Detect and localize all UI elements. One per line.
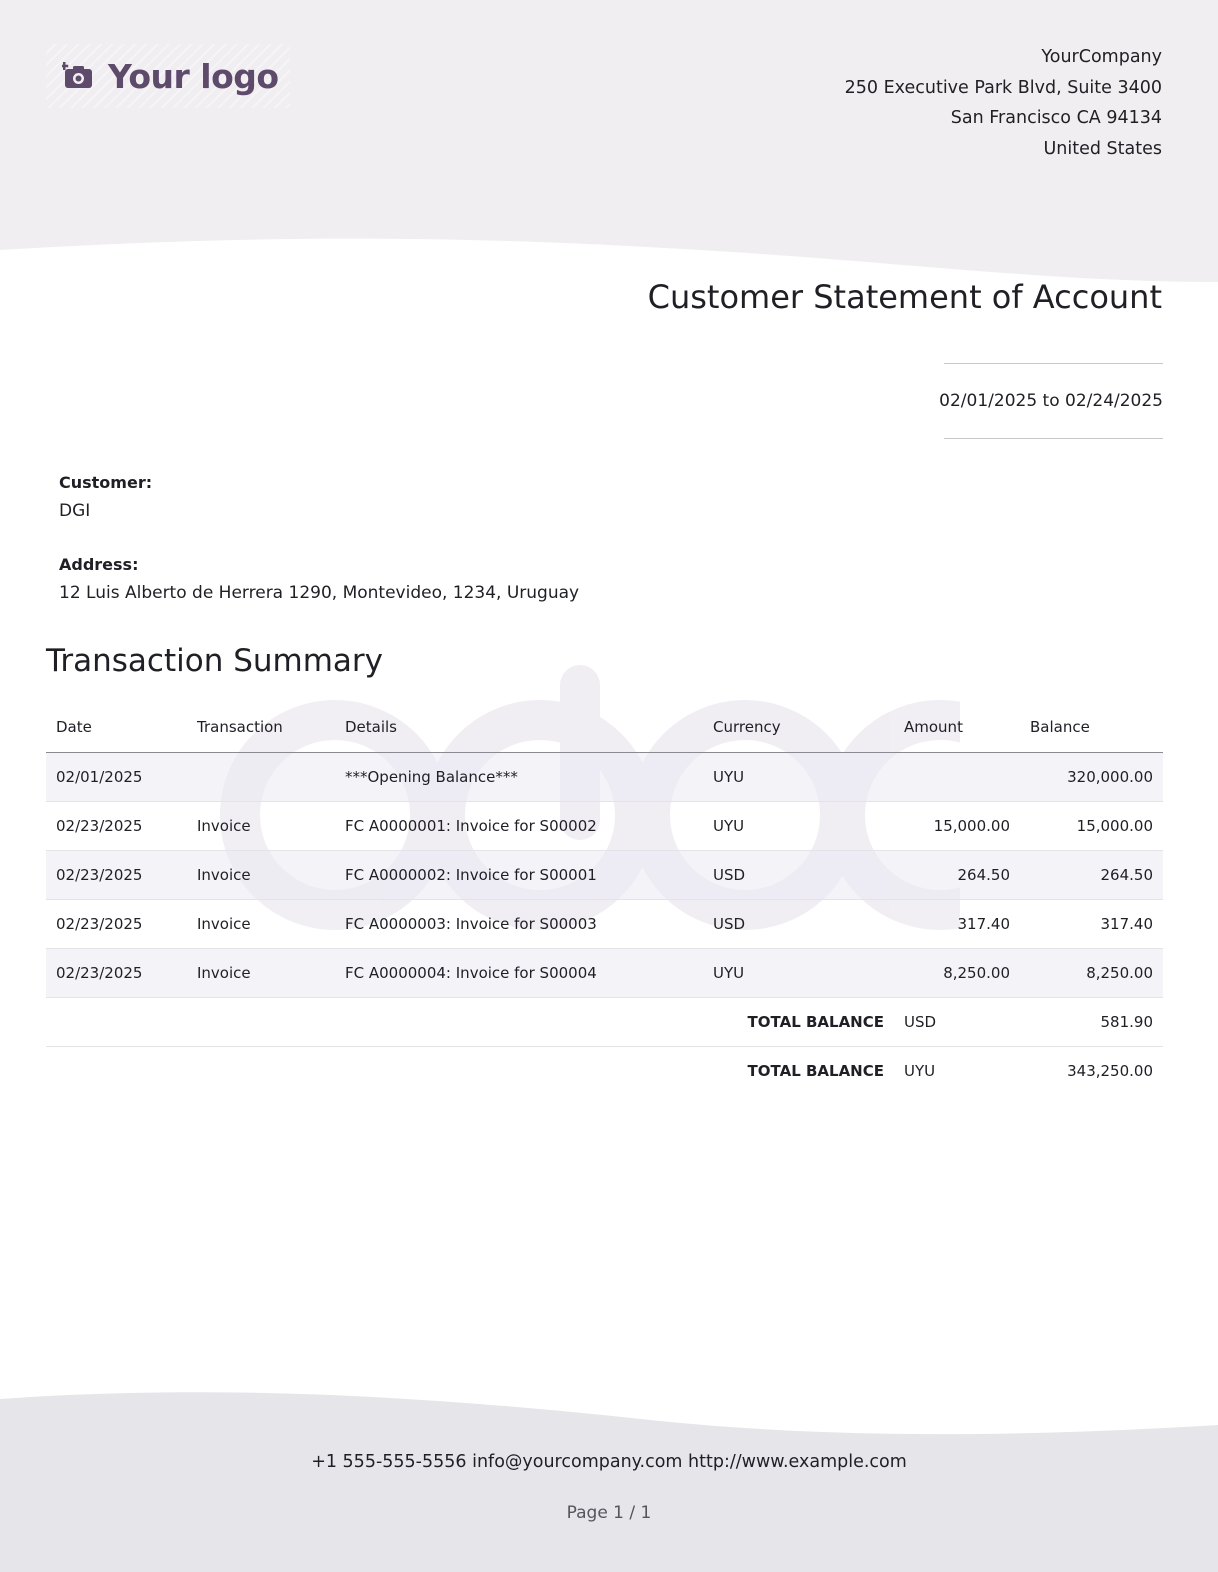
cell-date: 02/23/2025	[46, 851, 187, 900]
statement-period	[939, 363, 1163, 439]
company-city: San Francisco CA 94134	[950, 108, 1162, 128]
cell-date: 02/23/2025	[46, 802, 187, 851]
column-header: Details	[335, 702, 703, 753]
cell-transaction: Invoice	[187, 900, 335, 949]
customer-address-info	[59, 555, 579, 603]
total-spacer	[46, 1047, 703, 1096]
column-header: Transaction	[187, 702, 335, 753]
section-title: Transaction Summary	[46, 643, 384, 679]
cell-amount: 15,000.00	[894, 802, 1020, 851]
table-row	[46, 949, 1163, 998]
table-row	[46, 851, 1163, 900]
cell-currency: UYU	[703, 802, 894, 851]
cell-balance: 320,000.00	[1020, 753, 1163, 802]
cell-date: 02/01/2025	[46, 753, 187, 802]
cell-balance: 15,000.00	[1020, 802, 1163, 851]
total-row	[46, 1047, 1163, 1096]
cell-date: 02/23/2025	[46, 900, 187, 949]
total-currency: USD	[894, 998, 1020, 1047]
document-title: Customer Statement of Account	[647, 278, 1162, 316]
camera-plus-icon	[62, 59, 96, 93]
cell-amount: 264.50	[894, 851, 1020, 900]
column-header: Amount	[894, 702, 1020, 753]
cell-transaction: Invoice	[187, 949, 335, 998]
cell-details: FC A0000001: Invoice for S00002	[335, 802, 703, 851]
table-row	[46, 802, 1163, 851]
transaction-table	[46, 702, 1163, 1095]
cell-amount: 317.40	[894, 900, 1020, 949]
cell-details: ***Opening Balance***	[335, 753, 703, 802]
customer-info	[59, 473, 152, 521]
cell-transaction	[187, 753, 335, 802]
total-currency: UYU	[904, 1062, 936, 1080]
cell-currency: USD	[703, 900, 894, 949]
cell-date: 02/23/2025	[46, 949, 187, 998]
cell-transaction: Invoice	[187, 802, 335, 851]
column-header: Date	[46, 702, 187, 753]
cell-balance: 317.40	[1020, 900, 1163, 949]
cell-balance: 8,250.00	[1020, 949, 1163, 998]
customer-name: DGI	[59, 501, 91, 521]
cell-balance: 264.50	[1020, 851, 1163, 900]
cell-currency: USD	[703, 851, 894, 900]
company-name: YourCompany	[1041, 47, 1162, 67]
total-row	[46, 998, 1163, 1047]
table-row	[46, 753, 1163, 802]
cell-details: FC A0000003: Invoice for S00003	[335, 900, 703, 949]
footer-background	[0, 1385, 1218, 1572]
company-country: United States	[1043, 138, 1162, 159]
cell-transaction: Invoice	[187, 851, 335, 900]
column-header: Currency	[703, 702, 894, 753]
footer-contact: +1 555-555-5556 info@yourcompany.com http://www.example.com	[311, 1452, 907, 1472]
total-amount: 343,250.00	[1067, 1062, 1153, 1080]
total-label: TOTAL BALANCE	[703, 998, 894, 1047]
total-amount: 581.90	[1020, 998, 1163, 1047]
cell-currency: UYU	[703, 949, 894, 998]
page-number: Page 1 / 1	[566, 1503, 652, 1523]
customer-address: 12 Luis Alberto de Herrera 1290, Montevideo, 1234, Uruguay	[59, 583, 580, 603]
total-spacer	[46, 998, 703, 1047]
address-label: Address:	[59, 555, 139, 574]
cell-currency: UYU	[703, 753, 894, 802]
column-header: Balance	[1020, 702, 1163, 753]
cell-amount	[894, 753, 1020, 802]
table-header-row	[46, 702, 1163, 753]
logo-text: Your logo	[108, 56, 279, 96]
cell-details: FC A0000004: Invoice for S00004	[335, 949, 703, 998]
total-label: TOTAL BALANCE	[747, 1062, 884, 1080]
cell-details: FC A0000002: Invoice for S00001	[335, 851, 703, 900]
statement-period-text: 02/01/2025 to 02/24/2025	[939, 391, 1163, 411]
cell-amount: 8,250.00	[894, 949, 1020, 998]
company-street: 250 Executive Park Blvd, Suite 3400	[844, 77, 1162, 98]
customer-label: Customer:	[59, 473, 153, 492]
company-address	[845, 42, 1162, 164]
table-row	[46, 900, 1163, 949]
company-logo	[46, 44, 290, 108]
